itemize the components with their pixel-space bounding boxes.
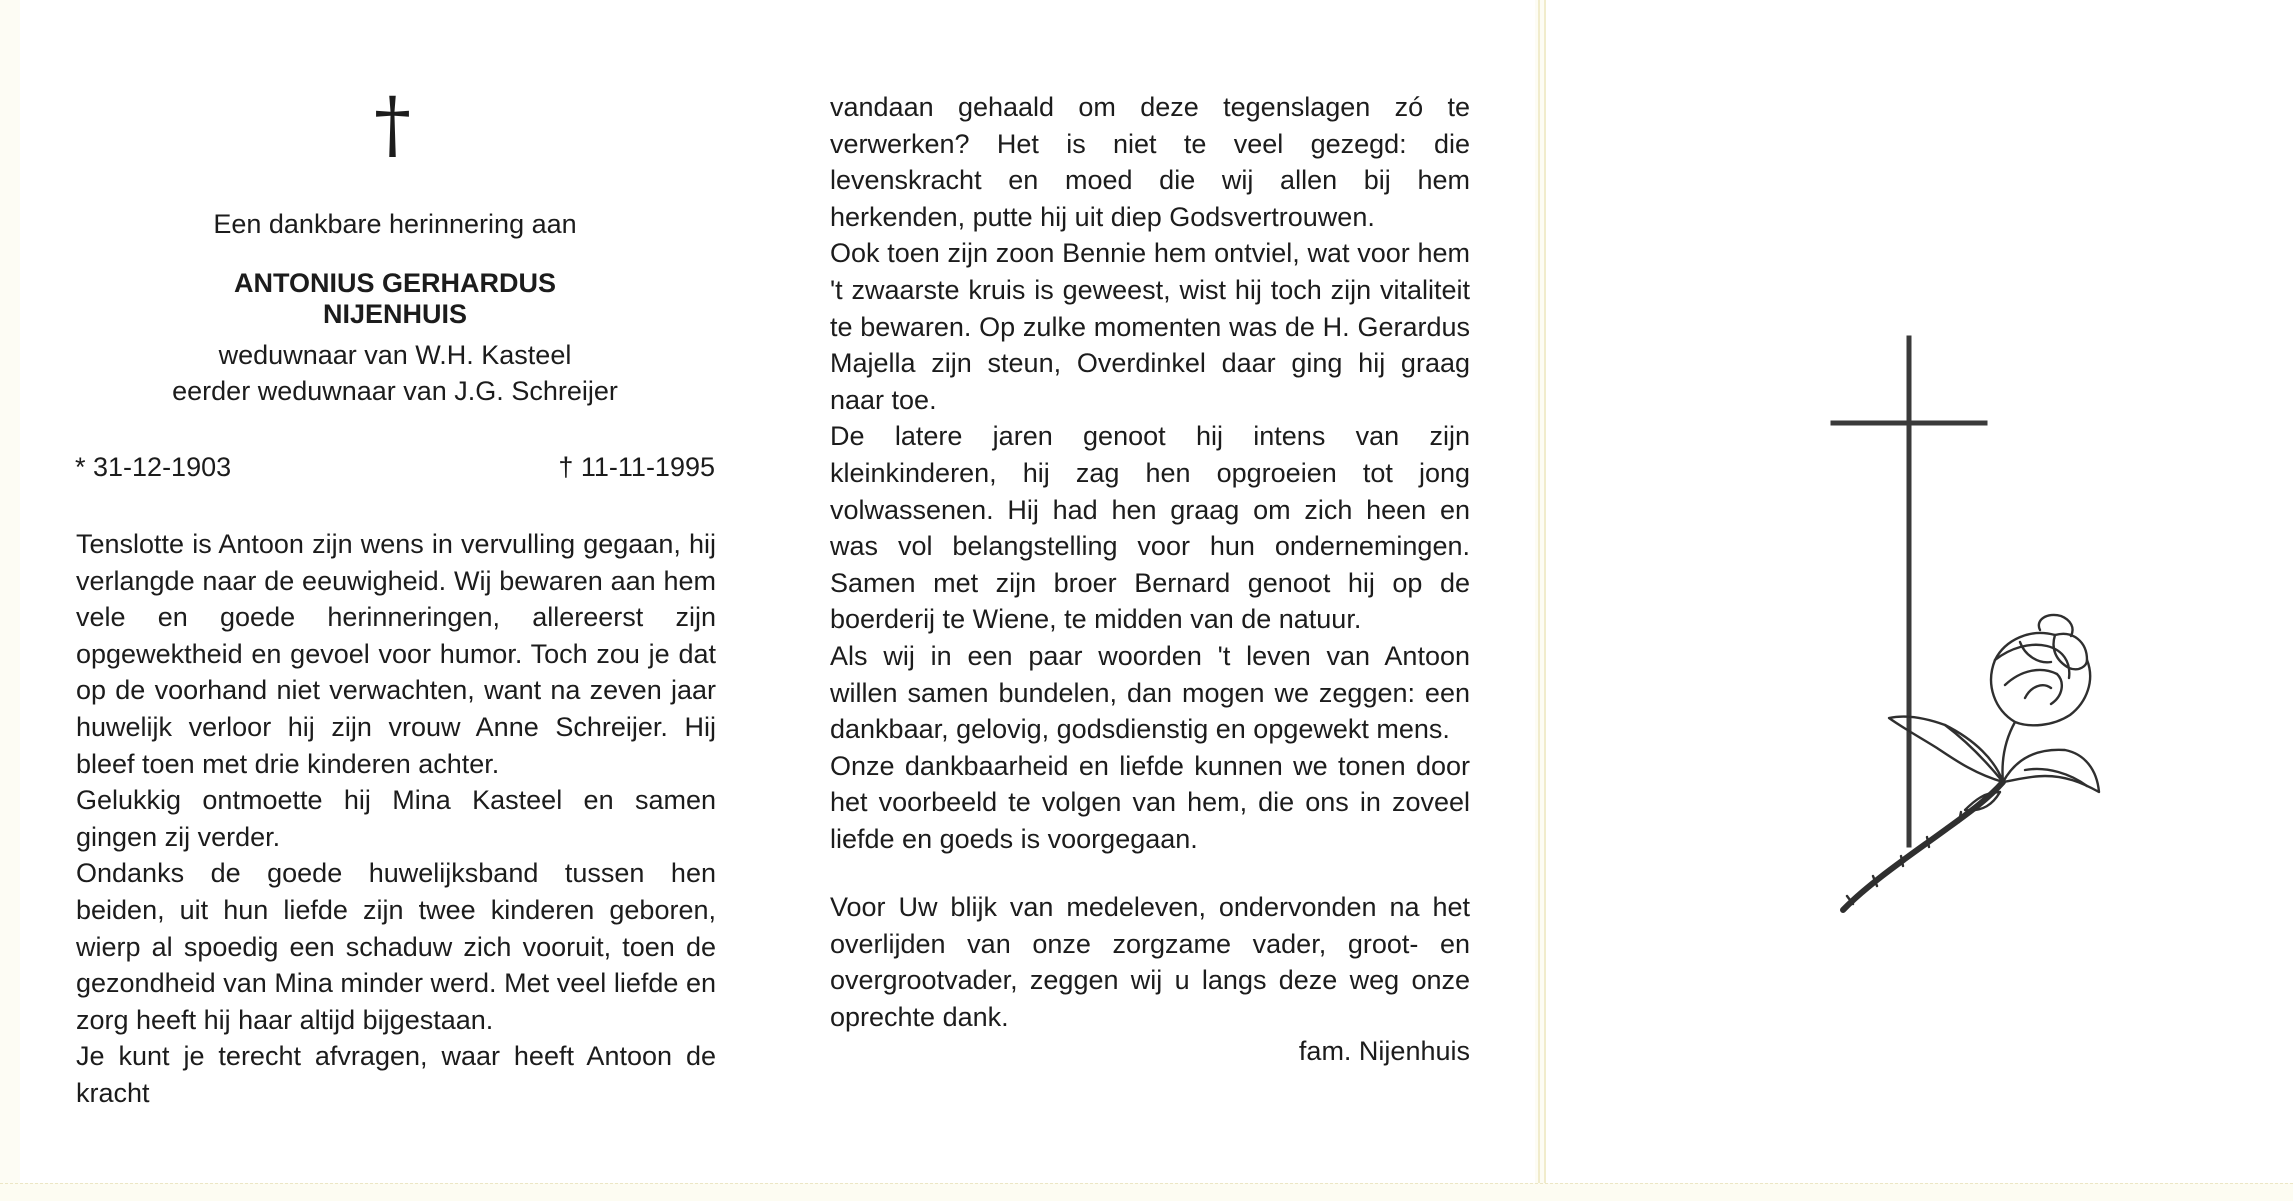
- intro-text: Een dankbare herinnering aan: [213, 209, 577, 239]
- paragraph: vandaan gehaald om deze tegenslagen zó te verwerken? Het is niet te veel gezegd: die levenskracht en moed die wij allen bij hem herkenden, putte hij uit diep Godsvertrouwen.: [830, 92, 1470, 232]
- death-date: † 11-11-1995: [558, 452, 715, 482]
- left-column-text: [76, 526, 716, 1112]
- card-fold-left: [1538, 0, 1540, 1200]
- cross-with-rose-illustration: [1825, 330, 2125, 930]
- paragraph: Tenslotte is Antoon zijn wens in vervulling gegaan, hij verlangde naar de eeuwigheid. Wij bewaren aan hem vele en goede herinneringen, allereerst zijn opgewektheid en gevoel voor humor. Toch zou je dat op de voorhand niet verwachten, want na zeven jaar huwelijk verloor hij zijn vrouw Anne Schreijer. Hij bleef toen met drie kinderen achter.: [76, 529, 716, 779]
- birth-date: * 31-12-1903: [75, 452, 232, 482]
- paragraph: Gelukkig ontmoette hij Mina Kasteel en samen gingen zij verder.: [76, 785, 716, 852]
- signature: fam. Nijenhuis: [1298, 1036, 1470, 1066]
- paragraph: Je kunt je terecht afvragen, waar heeft Antoon de kracht: [76, 1041, 716, 1108]
- deceased-name: ANTONIUS GERHARDUS NIJENHUIS: [233, 268, 557, 329]
- paragraph: Ook toen zijn zoon Bennie hem ontviel, wat voor hem 't zwaarste kruis is geweest, wist hij toch zijn vitaliteit te bewaren. Op zulke momenten was de H. Gerardus Majella zijn steun, Overdinkel daar ging hij graag naar toe.: [830, 238, 1470, 415]
- cross-icon: [1833, 338, 1985, 845]
- relation-line-1: weduwnaar van W.H. Kasteel: [218, 340, 572, 370]
- cross-icon: †: [374, 82, 411, 168]
- card-fold-right: [1544, 0, 1546, 1200]
- paragraph: De latere jaren genoot hij intens van zijn kleinkinderen, hij zag hen opgroeien tot jong volwassenen. Hij had hen graag om zich heen en was vol belangstelling voor hun ondernemingen. Samen met zijn broer Bernard genoot hij op de boerderij te Wiene, te midden van de natuur.: [830, 421, 1470, 635]
- paragraph: Onze dankbaarheid en liefde kunnen we tonen door het voorbeeld te volgen van hem, die ons in zoveel liefde en goeds is voorgegaan.: [830, 750, 1470, 854]
- paragraph: Als wij in een paar woorden 't leven van Antoon willen samen bundelen, dan mogen we zeggen: een dankbaar, gelovig, godsdienstig en opgewekt mens.: [830, 640, 1470, 745]
- card-bottom-edge: [0, 1183, 2293, 1201]
- rose-icon: [1843, 615, 2099, 910]
- right-column-text: [830, 89, 1470, 857]
- paragraph: Ondanks de goede huwelijksband tussen hen beiden, uit hun liefde zijn twee kinderen geboren, wierp al spoedig een schaduw zich vooruit, toen de gezondheid van Mina minder werd. Met veel liefde en zorg heeft hij haar altijd bijgestaan.: [76, 858, 716, 1035]
- thanks-text: Voor Uw blijk van medeleven, ondervonden na het overlijden van onze zorgzame vader, groot- en overgrootvader, zeggen wij u langs deze weg onze oprechte dank.: [830, 892, 1470, 1032]
- relation-line-2: eerder weduwnaar van J.G. Schreijer: [172, 376, 618, 406]
